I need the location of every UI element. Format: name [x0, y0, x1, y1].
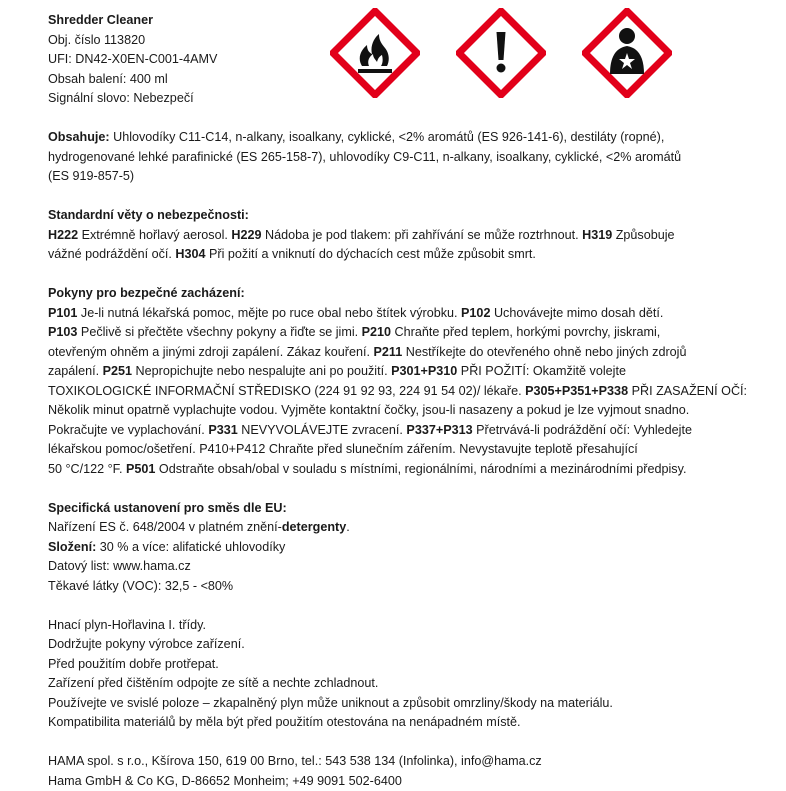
precaution-text: Nestříkejte do otevřeného ohně nebo jiných zdrojů: [402, 345, 686, 359]
precaution-text: PŘI ZASAŽENÍ OČÍ:: [628, 384, 747, 398]
hazard-code: H229: [231, 228, 261, 242]
package-volume: Obsah balení: 400 ml: [48, 70, 770, 90]
contents-text-1: Uhlovodíky C11-C14, n-alkany, isoalkany, cyklické, <2% aromátů (ES 926-141-6), destiláty (ropné),: [110, 130, 665, 144]
eu-text: .: [346, 520, 350, 534]
precaution-text: Přetrvává-li podráždění očí: Vyhledejte: [473, 423, 692, 437]
note-line: Hnací plyn-Hořlavina I. třídy.: [48, 616, 770, 636]
precaution-code: P211: [374, 345, 403, 359]
hazard-text: Nádoba je pod tlakem: při zahřívání se může roztrhnout.: [262, 228, 583, 242]
precaution-code: P337+P313: [406, 423, 472, 437]
contents-line-1: [48, 128, 770, 148]
precaution-code: P501: [126, 462, 155, 476]
eu-text: 30 % a více: alifatické uhlovodíky: [96, 540, 285, 554]
precaution-text: Odstraňte obsah/obal v souladu s místními, regionálními, národními a mezinárodními předpisy.: [155, 462, 686, 476]
hazard-code: H319: [582, 228, 612, 242]
datasheet-line: Datový list: www.hama.cz: [48, 557, 770, 577]
contents-line-3: (ES 919-857-5): [48, 167, 770, 187]
contents-line-2: hydrogenované lehké parafinické (ES 265-158-7), uhlovodíky C9-C11, n-alkany, isoalkany, cyklické, <2% aromátů: [48, 148, 770, 168]
precaution-line-3: [48, 343, 770, 363]
precaution-code: P251: [103, 364, 132, 378]
precaution-code: P301+P310: [391, 364, 457, 378]
signal-word: Signální slovo: Nebezpečí: [48, 89, 770, 109]
hazard-text: Při požití a vniknutí do dýchacích cest může způsobit smrt.: [206, 247, 536, 261]
eu-line-1: [48, 518, 770, 538]
note-line: Kompatibilita materiálů by měla být před použitím otestována na nenápadném místě.: [48, 713, 770, 733]
note-line: Zařízení před čištěním odpojte ze sítě a nechte zchladnout.: [48, 674, 770, 694]
precaution-code: P103: [48, 325, 77, 339]
precaution-text: TOXIKOLOGICKÉ INFORMAČNÍ STŘEDISKO (224 91 92 93, 224 91 54 02)/ lékaře.: [48, 384, 525, 398]
precaution-code: P210: [362, 325, 391, 339]
note-line: Před použitím dobře protřepat.: [48, 655, 770, 675]
precaution-code: P305+P351+P338: [525, 384, 628, 398]
hazard-line-2: [48, 245, 770, 265]
precaution-text: NEVYVOLÁVEJTE zvracení.: [238, 423, 407, 437]
footer-address-de: Hama GmbH & Co KG, D-86652 Monheim; +49 9091 502-6400: [48, 772, 770, 791]
hazard-text: Způsobuje: [612, 228, 674, 242]
ufi-code: UFI: DN42-X0EN-C001-4AMV: [48, 50, 770, 70]
note-line: Dodržujte pokyny výrobce zařízení.: [48, 635, 770, 655]
object-number: Obj. číslo 113820: [48, 31, 770, 51]
footer-address-cz: HAMA spol. s r.o., Kšírova 150, 619 00 Brno, tel.: 543 538 134 (Infolinka), info@hama.cz: [48, 752, 770, 772]
precaution-code: P102: [461, 306, 490, 320]
eu-bold: detergenty: [282, 520, 346, 534]
precaution-line-8: lékařskou pomoc/ošetření. P410+P412 Chraňte před slunečním zářením. Nevystavujte teplotě přesahující: [48, 440, 770, 460]
label-text: [48, 11, 770, 791]
note-line: Používejte ve svislé poloze – zkapalněný plyn může uniknout a způsobit omrzliny/škody na materiálu.: [48, 694, 770, 714]
precaution-code: P331: [208, 423, 237, 437]
precaution-text: Nepropichujte nebo nespalujte ani po použití.: [132, 364, 391, 378]
precaution-text: zapálení.: [48, 364, 103, 378]
eu-bold: Složení:: [48, 540, 96, 554]
precaution-text: Chraňte před teplem, horkými povrchy, jiskrami,: [391, 325, 660, 339]
eu-text: Nařízení ES č. 648/2004 v platném znění-: [48, 520, 282, 534]
precaution-text: Je-li nutná lékařská pomoc, mějte po ruce obal nebo štítek výrobku.: [77, 306, 461, 320]
precaution-text: PŘI POŽITÍ: Okamžitě volejte: [457, 364, 626, 378]
precaution-line-7: [48, 421, 770, 441]
hazard-code: H222: [48, 228, 78, 242]
eu-heading: Specifická ustanovení pro směs dle EU:: [48, 499, 770, 519]
hazard-heading: Standardní věty o nebezpečnosti:: [48, 206, 770, 226]
precaution-line-4: [48, 362, 770, 382]
hazard-line-1: [48, 226, 770, 246]
precaution-line-9: [48, 460, 770, 480]
precaution-line-1: [48, 304, 770, 324]
precaution-text: Pečlivě si přečtěte všechny pokyny a řiďte se jimi.: [77, 325, 361, 339]
precaution-text: 50 °C/122 °F.: [48, 462, 126, 476]
hazard-text: vážné podráždění očí.: [48, 247, 175, 261]
voc-line: Těkavé látky (VOC): 32,5 - <80%: [48, 577, 770, 597]
precaution-line-5: [48, 382, 770, 402]
precaution-code: P101: [48, 306, 77, 320]
precaution-text: otevřeným ohněm a jinými zdroji zapálení. Zákaz kouření.: [48, 345, 374, 359]
product-name: Shredder Cleaner: [48, 11, 770, 31]
contents-label: Obsahuje:: [48, 130, 110, 144]
precaution-text: Uchovávejte mimo dosah dětí.: [490, 306, 663, 320]
precaution-heading: Pokyny pro bezpečné zacházení:: [48, 284, 770, 304]
eu-line-2: [48, 538, 770, 558]
precaution-line-2: [48, 323, 770, 343]
precaution-line-6: Několik minut opatrně vyplachujte vodou. Vyjměte kontaktní čočky, jsou-li nasazeny a pokud je lze vyjmout snadno.: [48, 401, 770, 421]
precaution-text: Pokračujte ve vyplachování.: [48, 423, 208, 437]
hazard-text: Extrémně hořlavý aerosol.: [78, 228, 231, 242]
hazard-code: H304: [175, 247, 205, 261]
